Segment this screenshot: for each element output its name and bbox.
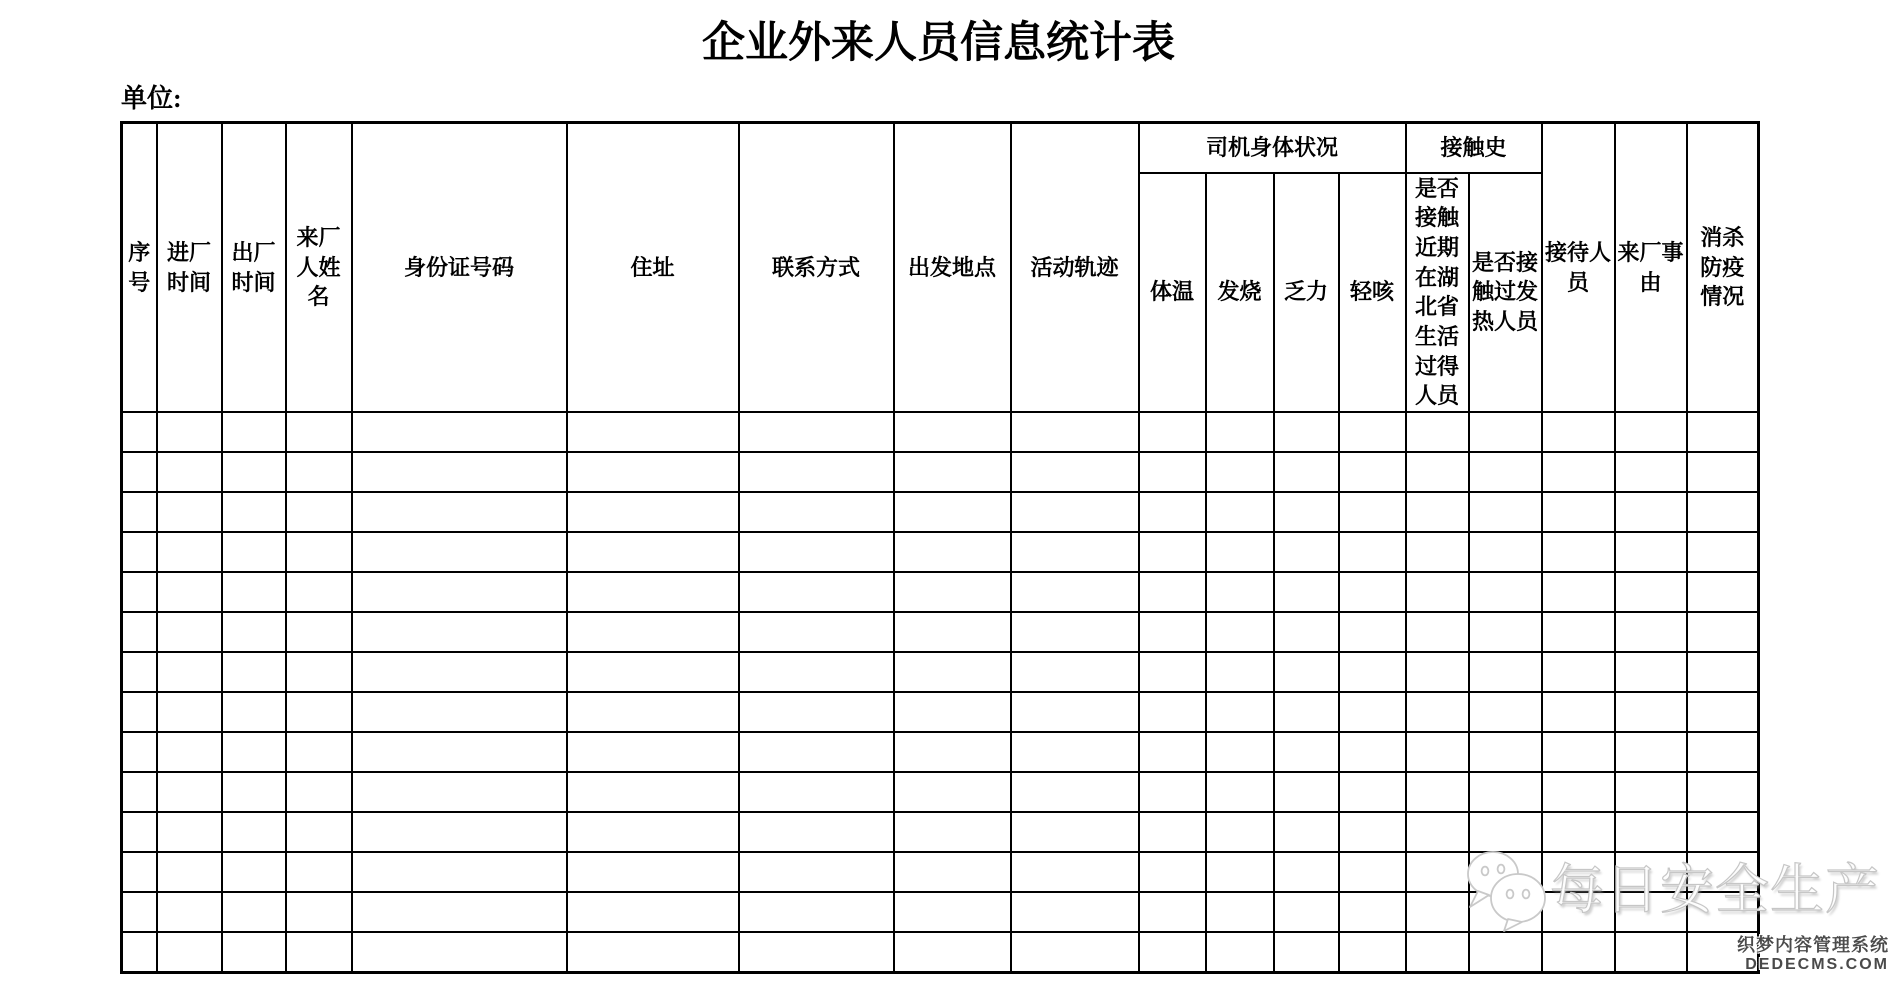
table-row bbox=[122, 612, 1759, 652]
body-cell bbox=[1339, 532, 1406, 572]
table-row bbox=[122, 452, 1759, 492]
body-cell bbox=[286, 852, 352, 892]
body-cell bbox=[286, 932, 352, 972]
body-cell bbox=[1139, 812, 1206, 852]
body-cell bbox=[122, 572, 157, 612]
body-cell bbox=[894, 772, 1011, 812]
body-cell bbox=[1339, 772, 1406, 812]
body-cell bbox=[1011, 732, 1139, 772]
body-cell bbox=[286, 692, 352, 732]
body-cell bbox=[1469, 572, 1542, 612]
body-cell bbox=[1011, 932, 1139, 972]
body-cell bbox=[1139, 692, 1206, 732]
body-cell bbox=[1011, 452, 1139, 492]
body-cell bbox=[1542, 892, 1615, 932]
body-cell bbox=[739, 692, 894, 732]
col-header-departure-place: 出发地点 bbox=[894, 123, 1011, 413]
body-cell bbox=[1139, 892, 1206, 932]
body-cell bbox=[1615, 492, 1687, 532]
body-cell bbox=[739, 892, 894, 932]
body-cell bbox=[1687, 812, 1759, 852]
body-cell bbox=[1139, 572, 1206, 612]
body-cell bbox=[1469, 452, 1542, 492]
body-cell bbox=[286, 612, 352, 652]
body-cell bbox=[1139, 452, 1206, 492]
body-cell bbox=[286, 572, 352, 612]
table-body bbox=[122, 412, 1759, 972]
body-cell bbox=[222, 492, 286, 532]
body-cell bbox=[739, 932, 894, 972]
body-cell bbox=[1469, 932, 1542, 972]
col-header-seq: 序号 bbox=[122, 123, 157, 413]
credit-block bbox=[1737, 936, 1889, 973]
body-cell bbox=[1687, 732, 1759, 772]
body-cell bbox=[1206, 692, 1274, 732]
body-cell bbox=[1206, 812, 1274, 852]
body-cell bbox=[1469, 492, 1542, 532]
body-cell bbox=[157, 852, 222, 892]
body-cell bbox=[1206, 572, 1274, 612]
col-header-exit-time: 出厂时间 bbox=[222, 123, 286, 413]
body-cell bbox=[894, 572, 1011, 612]
body-cell bbox=[1011, 852, 1139, 892]
credit-system-name: 织梦内容管理系统 bbox=[1737, 935, 1889, 955]
body-cell bbox=[1206, 892, 1274, 932]
body-cell bbox=[222, 932, 286, 972]
body-cell bbox=[157, 692, 222, 732]
body-cell bbox=[122, 532, 157, 572]
body-cell bbox=[894, 412, 1011, 452]
body-cell bbox=[1469, 612, 1542, 652]
body-cell bbox=[1687, 572, 1759, 612]
body-cell bbox=[1011, 492, 1139, 532]
body-cell bbox=[567, 532, 739, 572]
body-cell bbox=[567, 692, 739, 732]
table-row bbox=[122, 532, 1759, 572]
body-cell bbox=[352, 892, 567, 932]
body-cell bbox=[1615, 412, 1687, 452]
body-cell bbox=[1469, 652, 1542, 692]
body-cell bbox=[352, 692, 567, 732]
col-header-receptionist: 接待人员 bbox=[1542, 123, 1615, 413]
watermark-text: 每日安全生产 bbox=[1550, 860, 1880, 920]
table-row bbox=[122, 932, 1759, 972]
body-cell bbox=[352, 612, 567, 652]
body-cell bbox=[1139, 732, 1206, 772]
body-cell bbox=[1687, 652, 1759, 692]
body-cell bbox=[1615, 452, 1687, 492]
body-cell bbox=[739, 852, 894, 892]
body-cell bbox=[1274, 412, 1339, 452]
body-cell bbox=[1274, 892, 1339, 932]
body-cell bbox=[1542, 732, 1615, 772]
body-cell bbox=[1011, 532, 1139, 572]
body-cell bbox=[222, 412, 286, 452]
body-cell bbox=[352, 772, 567, 812]
body-cell bbox=[1339, 612, 1406, 652]
group-header-contact-history: 接触史 bbox=[1406, 123, 1542, 173]
body-cell bbox=[739, 652, 894, 692]
body-cell bbox=[1615, 532, 1687, 572]
table-row bbox=[122, 652, 1759, 692]
body-cell bbox=[286, 892, 352, 932]
body-cell bbox=[157, 452, 222, 492]
body-cell bbox=[1542, 932, 1615, 972]
body-cell bbox=[1274, 452, 1339, 492]
body-cell bbox=[1687, 452, 1759, 492]
body-cell bbox=[1206, 772, 1274, 812]
body-cell bbox=[894, 492, 1011, 532]
body-cell bbox=[1542, 652, 1615, 692]
body-cell bbox=[1406, 732, 1469, 772]
body-cell bbox=[1206, 492, 1274, 532]
body-cell bbox=[1615, 852, 1687, 892]
body-cell bbox=[157, 772, 222, 812]
body-cell bbox=[122, 772, 157, 812]
credit-domain: DEDECMS.COM bbox=[1745, 955, 1889, 973]
col-header-light-cough: 轻咳 bbox=[1339, 173, 1406, 413]
body-cell bbox=[1206, 852, 1274, 892]
body-cell bbox=[122, 852, 157, 892]
table-row bbox=[122, 892, 1759, 932]
body-cell bbox=[1406, 532, 1469, 572]
body-cell bbox=[1139, 412, 1206, 452]
body-cell bbox=[122, 492, 157, 532]
body-cell bbox=[222, 812, 286, 852]
body-cell bbox=[157, 652, 222, 692]
body-cell bbox=[1206, 732, 1274, 772]
body-cell bbox=[352, 532, 567, 572]
body-cell bbox=[1206, 932, 1274, 972]
body-cell bbox=[286, 652, 352, 692]
body-cell bbox=[157, 812, 222, 852]
table-row bbox=[122, 412, 1759, 452]
col-header-temperature: 体温 bbox=[1139, 173, 1206, 413]
body-cell bbox=[1206, 652, 1274, 692]
body-cell bbox=[1011, 572, 1139, 612]
body-cell bbox=[567, 652, 739, 692]
body-cell bbox=[1406, 452, 1469, 492]
body-cell bbox=[157, 892, 222, 932]
body-cell bbox=[1274, 612, 1339, 652]
body-cell bbox=[222, 772, 286, 812]
body-cell bbox=[157, 412, 222, 452]
body-cell bbox=[1406, 412, 1469, 452]
body-cell bbox=[1139, 612, 1206, 652]
body-cell bbox=[1615, 772, 1687, 812]
body-cell bbox=[122, 812, 157, 852]
col-header-id-number: 身份证号码 bbox=[352, 123, 567, 413]
body-cell bbox=[157, 932, 222, 972]
body-cell bbox=[352, 732, 567, 772]
body-cell bbox=[1274, 772, 1339, 812]
body-cell bbox=[1274, 652, 1339, 692]
body-cell bbox=[1011, 612, 1139, 652]
body-cell bbox=[1542, 492, 1615, 532]
table-row bbox=[122, 492, 1759, 532]
body-cell bbox=[1339, 892, 1406, 932]
body-cell bbox=[222, 572, 286, 612]
col-header-entry-time: 进厂时间 bbox=[157, 123, 222, 413]
body-cell bbox=[1406, 852, 1469, 892]
table-row bbox=[122, 732, 1759, 772]
body-cell bbox=[567, 892, 739, 932]
body-cell bbox=[352, 932, 567, 972]
body-cell bbox=[1469, 532, 1542, 572]
body-cell bbox=[1687, 692, 1759, 732]
body-cell bbox=[1339, 732, 1406, 772]
body-cell bbox=[567, 812, 739, 852]
body-cell bbox=[1139, 652, 1206, 692]
body-cell bbox=[1469, 892, 1542, 932]
body-cell bbox=[286, 532, 352, 572]
body-cell bbox=[157, 612, 222, 652]
body-cell bbox=[1469, 692, 1542, 732]
body-cell bbox=[352, 452, 567, 492]
body-cell bbox=[1542, 412, 1615, 452]
body-cell bbox=[1139, 772, 1206, 812]
body-cell bbox=[1406, 612, 1469, 652]
table-row bbox=[122, 572, 1759, 612]
body-cell bbox=[222, 692, 286, 732]
body-cell bbox=[1339, 652, 1406, 692]
body-cell bbox=[567, 732, 739, 772]
body-cell bbox=[1274, 852, 1339, 892]
body-cell bbox=[222, 532, 286, 572]
body-cell bbox=[1469, 852, 1542, 892]
body-cell bbox=[1339, 412, 1406, 452]
unit-label: 单位: bbox=[121, 84, 182, 113]
col-header-visit-reason: 来厂事由 bbox=[1615, 123, 1687, 413]
col-header-disinfection-status: 消杀防疫情况 bbox=[1687, 123, 1759, 413]
body-cell bbox=[286, 412, 352, 452]
body-cell bbox=[1615, 892, 1687, 932]
body-cell bbox=[122, 412, 157, 452]
body-cell bbox=[1206, 612, 1274, 652]
table-row bbox=[122, 772, 1759, 812]
group-header-driver-health: 司机身体状况 bbox=[1139, 123, 1406, 173]
body-cell bbox=[567, 772, 739, 812]
body-cell bbox=[157, 492, 222, 532]
body-cell bbox=[1011, 652, 1139, 692]
body-cell bbox=[1011, 892, 1139, 932]
body-cell bbox=[739, 612, 894, 652]
body-cell bbox=[1339, 852, 1406, 892]
body-cell bbox=[567, 412, 739, 452]
body-cell bbox=[122, 452, 157, 492]
body-cell bbox=[1139, 852, 1206, 892]
body-cell bbox=[1469, 732, 1542, 772]
col-header-activity-track: 活动轨迹 bbox=[1011, 123, 1139, 413]
body-cell bbox=[222, 892, 286, 932]
body-cell bbox=[567, 932, 739, 972]
body-cell bbox=[739, 412, 894, 452]
body-cell bbox=[1274, 572, 1339, 612]
body-cell bbox=[567, 612, 739, 652]
body-cell bbox=[894, 892, 1011, 932]
body-cell bbox=[1615, 812, 1687, 852]
table-row bbox=[122, 692, 1759, 732]
body-cell bbox=[1274, 932, 1339, 972]
body-cell bbox=[739, 772, 894, 812]
body-cell bbox=[1615, 732, 1687, 772]
body-cell bbox=[1011, 412, 1139, 452]
body-cell bbox=[286, 732, 352, 772]
body-cell bbox=[352, 412, 567, 452]
body-cell bbox=[1339, 492, 1406, 532]
body-cell bbox=[1469, 812, 1542, 852]
body-cell bbox=[1615, 932, 1687, 972]
body-cell bbox=[1339, 692, 1406, 732]
body-cell bbox=[222, 732, 286, 772]
body-cell bbox=[894, 732, 1011, 772]
body-cell bbox=[894, 692, 1011, 732]
body-cell bbox=[1542, 692, 1615, 732]
body-cell bbox=[1406, 812, 1469, 852]
table-row bbox=[122, 812, 1759, 852]
body-cell bbox=[1011, 692, 1139, 732]
body-cell bbox=[1011, 812, 1139, 852]
body-cell bbox=[1406, 892, 1469, 932]
body-cell bbox=[1469, 412, 1542, 452]
body-cell bbox=[567, 852, 739, 892]
body-cell bbox=[1469, 772, 1542, 812]
body-cell bbox=[1339, 812, 1406, 852]
body-cell bbox=[286, 812, 352, 852]
body-cell bbox=[1687, 612, 1759, 652]
body-cell bbox=[1274, 732, 1339, 772]
body-cell bbox=[222, 452, 286, 492]
page-title: 企业外来人员信息统计表 bbox=[702, 20, 1175, 67]
body-cell bbox=[122, 932, 157, 972]
body-cell bbox=[1406, 652, 1469, 692]
body-cell bbox=[1139, 532, 1206, 572]
body-cell bbox=[1687, 412, 1759, 452]
body-cell bbox=[1542, 812, 1615, 852]
body-cell bbox=[894, 612, 1011, 652]
body-cell bbox=[1206, 532, 1274, 572]
body-cell bbox=[286, 452, 352, 492]
body-cell bbox=[1274, 812, 1339, 852]
body-cell bbox=[1139, 492, 1206, 532]
body-cell bbox=[157, 572, 222, 612]
body-cell bbox=[894, 932, 1011, 972]
body-cell bbox=[1274, 692, 1339, 732]
body-cell bbox=[567, 492, 739, 532]
col-header-fever-contact: 是否接触过发热人员 bbox=[1469, 173, 1542, 413]
body-cell bbox=[567, 572, 739, 612]
table-header bbox=[122, 123, 1759, 413]
body-cell bbox=[1406, 692, 1469, 732]
body-cell bbox=[1542, 852, 1615, 892]
body-cell bbox=[1542, 612, 1615, 652]
body-cell bbox=[1687, 892, 1759, 932]
body-cell bbox=[222, 852, 286, 892]
body-cell bbox=[894, 652, 1011, 692]
body-cell bbox=[1615, 612, 1687, 652]
visitor-info-table bbox=[120, 121, 1760, 974]
col-header-address: 住址 bbox=[567, 123, 739, 413]
body-cell bbox=[352, 572, 567, 612]
body-cell bbox=[352, 492, 567, 532]
body-cell bbox=[1542, 452, 1615, 492]
body-cell bbox=[157, 732, 222, 772]
body-cell bbox=[894, 452, 1011, 492]
body-cell bbox=[122, 612, 157, 652]
body-cell bbox=[894, 532, 1011, 572]
body-cell bbox=[352, 852, 567, 892]
body-cell bbox=[157, 532, 222, 572]
body-cell bbox=[739, 812, 894, 852]
header-group-row bbox=[122, 123, 1759, 173]
body-cell bbox=[1687, 772, 1759, 812]
body-cell bbox=[122, 732, 157, 772]
body-cell bbox=[222, 612, 286, 652]
body-cell bbox=[122, 692, 157, 732]
body-cell bbox=[1406, 932, 1469, 972]
body-cell bbox=[1139, 932, 1206, 972]
body-cell bbox=[122, 652, 157, 692]
body-cell bbox=[739, 532, 894, 572]
col-header-fatigue: 乏力 bbox=[1274, 173, 1339, 413]
body-cell bbox=[286, 492, 352, 532]
body-cell bbox=[894, 812, 1011, 852]
body-cell bbox=[1542, 572, 1615, 612]
col-header-contact-method: 联系方式 bbox=[739, 123, 894, 413]
body-cell bbox=[1615, 652, 1687, 692]
body-cell bbox=[739, 492, 894, 532]
table-row bbox=[122, 852, 1759, 892]
body-cell bbox=[739, 572, 894, 612]
body-cell bbox=[1406, 492, 1469, 532]
body-cell bbox=[739, 732, 894, 772]
body-cell bbox=[222, 652, 286, 692]
body-cell bbox=[739, 452, 894, 492]
body-cell bbox=[1339, 452, 1406, 492]
body-cell bbox=[1542, 772, 1615, 812]
body-cell bbox=[894, 852, 1011, 892]
body-cell bbox=[1206, 412, 1274, 452]
body-cell bbox=[1615, 572, 1687, 612]
body-cell bbox=[1339, 932, 1406, 972]
body-cell bbox=[567, 452, 739, 492]
body-cell bbox=[1406, 572, 1469, 612]
body-cell bbox=[1615, 692, 1687, 732]
body-cell bbox=[286, 772, 352, 812]
body-cell bbox=[122, 892, 157, 932]
body-cell bbox=[1542, 532, 1615, 572]
body-cell bbox=[352, 812, 567, 852]
body-cell bbox=[1687, 492, 1759, 532]
body-cell bbox=[1274, 492, 1339, 532]
body-cell bbox=[352, 652, 567, 692]
col-header-visitor-name: 来厂人姓名 bbox=[286, 123, 352, 413]
col-header-hubei-contact: 是否接触近期在湖北省生活过得人员 bbox=[1406, 173, 1469, 413]
body-cell bbox=[1687, 852, 1759, 892]
body-cell bbox=[1687, 532, 1759, 572]
body-cell bbox=[1206, 452, 1274, 492]
body-cell bbox=[1274, 532, 1339, 572]
col-header-fever: 发烧 bbox=[1206, 173, 1274, 413]
body-cell bbox=[1011, 772, 1139, 812]
body-cell bbox=[1406, 772, 1469, 812]
body-cell bbox=[1339, 572, 1406, 612]
